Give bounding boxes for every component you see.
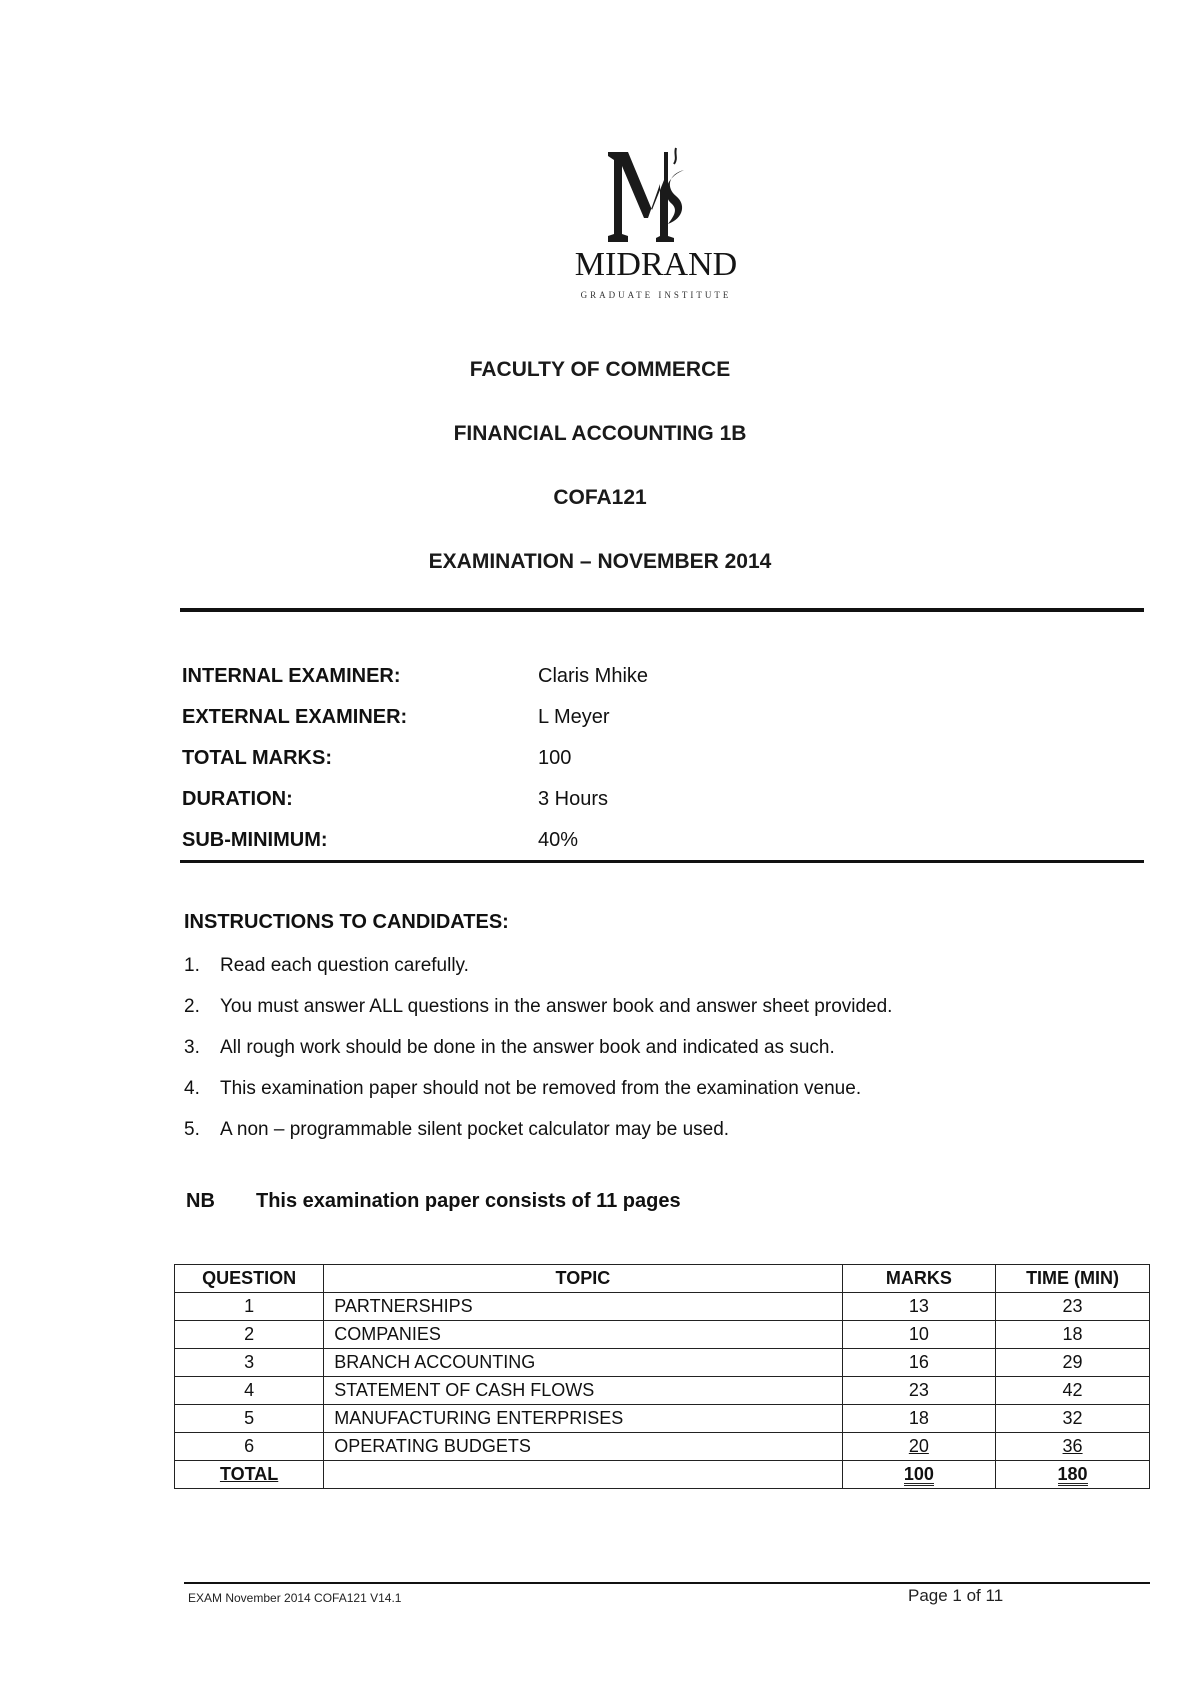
total-time	[996, 1461, 1150, 1489]
topic-name: OPERATING BUDGETS	[324, 1433, 842, 1461]
time-value: 32	[996, 1405, 1150, 1433]
detail-value: 3 Hours	[538, 788, 609, 810]
question-number: 4	[175, 1377, 324, 1405]
course-title: FINANCIAL ACCOUNTING 1B	[453, 422, 747, 445]
marks-value: 23	[842, 1377, 996, 1405]
footer-divider	[184, 1582, 1150, 1584]
logo-wordmark: MIDRAND	[574, 246, 738, 283]
instructions-heading: INSTRUCTIONS TO CANDIDATES:	[184, 911, 509, 933]
topic-name: STATEMENT OF CASH FLOWS	[324, 1377, 842, 1405]
nb-text: This examination paper consists of 11 pages	[256, 1190, 681, 1212]
institute-logo	[556, 140, 756, 310]
detail-value: 100	[538, 747, 572, 769]
time-value	[996, 1433, 1150, 1461]
header-topic: TOPIC	[324, 1265, 842, 1293]
question-number: 3	[175, 1349, 324, 1377]
marks-value: 18	[842, 1405, 996, 1433]
instructions-section	[184, 906, 1124, 1155]
instruction-text: All rough work should be done in the answer book and indicated as such.	[220, 1037, 835, 1058]
header-marks: MARKS	[842, 1265, 996, 1293]
details-divider	[180, 860, 1144, 863]
detail-row-external-examiner	[182, 697, 1082, 738]
detail-row-internal-examiner	[182, 656, 1082, 697]
question-topics-table	[174, 1264, 1150, 1489]
topic-name: MANUFACTURING ENTERPRISES	[324, 1405, 842, 1433]
instruction-item	[184, 1073, 1124, 1114]
time-value: 23	[996, 1293, 1150, 1321]
footer-document-id: EXAM November 2014 COFA121 V14.1	[188, 1591, 402, 1605]
marks-value: 16	[842, 1349, 996, 1377]
detail-row-total-marks	[182, 738, 1082, 779]
page-count-note	[186, 1190, 681, 1213]
question-number: 6	[175, 1433, 324, 1461]
detail-label: EXTERNAL EXAMINER:	[182, 706, 408, 728]
marks-value: 10	[842, 1321, 996, 1349]
table-row	[175, 1349, 1150, 1377]
total-marks-text: 100	[903, 1463, 934, 1484]
question-number: 5	[175, 1405, 324, 1433]
time-value: 29	[996, 1349, 1150, 1377]
course-code: COFA121	[553, 486, 647, 509]
marks-value-text: 20	[908, 1436, 929, 1456]
instruction-text: A non – programmable silent pocket calculator may be used.	[220, 1119, 730, 1140]
exam-title: EXAMINATION – NOVEMBER 2014	[428, 550, 772, 573]
detail-value: 40%	[538, 829, 579, 851]
topic-name: PARTNERSHIPS	[324, 1293, 842, 1321]
time-value: 42	[996, 1377, 1150, 1405]
table-row	[175, 1321, 1150, 1349]
table-header-row	[175, 1265, 1150, 1293]
header-time: TIME (MIN)	[996, 1265, 1150, 1293]
table-row	[175, 1405, 1150, 1433]
detail-row-sub-minimum	[182, 820, 1082, 861]
midrand-monogram-icon	[604, 140, 694, 245]
table-row	[175, 1377, 1150, 1405]
instruction-item	[184, 991, 1124, 1032]
table-row	[175, 1293, 1150, 1321]
detail-label: INTERNAL EXAMINER:	[182, 665, 401, 687]
detail-row-duration	[182, 779, 1082, 820]
total-marks	[842, 1461, 996, 1489]
header-question: QUESTION	[175, 1265, 324, 1293]
instruction-number: 4.	[184, 1078, 200, 1099]
instruction-item	[184, 1114, 1124, 1155]
instruction-number: 2.	[184, 996, 200, 1017]
total-topic	[324, 1461, 842, 1489]
detail-label: DURATION:	[182, 788, 293, 810]
instruction-number: 3.	[184, 1037, 200, 1058]
instruction-text: This examination paper should not be removed from the examination venue.	[220, 1078, 862, 1099]
detail-label: TOTAL MARKS:	[182, 747, 332, 769]
exam-details	[182, 656, 1082, 861]
footer-page-number: Page 1 of 11	[908, 1586, 1004, 1605]
instruction-text: Read each question carefully.	[220, 955, 469, 976]
detail-label: SUB-MINIMUM:	[182, 829, 328, 851]
table-total-row	[175, 1461, 1150, 1489]
time-value-text: 36	[1062, 1436, 1083, 1456]
table-row	[175, 1433, 1150, 1461]
total-label: TOTAL	[175, 1461, 324, 1489]
logo-subtitle: GRADUATE INSTITUTE	[580, 290, 732, 300]
marks-value: 13	[842, 1293, 996, 1321]
instruction-item	[184, 1032, 1124, 1073]
instruction-text: You must answer ALL questions in the answer book and answer sheet provided.	[220, 996, 893, 1017]
topic-name: BRANCH ACCOUNTING	[324, 1349, 842, 1377]
total-time-text: 180	[1057, 1463, 1088, 1484]
faculty-title: FACULTY OF COMMERCE	[469, 358, 731, 381]
time-value: 18	[996, 1321, 1150, 1349]
question-number: 2	[175, 1321, 324, 1349]
topic-name: COMPANIES	[324, 1321, 842, 1349]
instruction-number: 5.	[184, 1119, 200, 1140]
detail-value: Claris Mhike	[538, 665, 649, 687]
instruction-number: 1.	[184, 955, 200, 976]
top-divider	[180, 608, 1144, 612]
nb-label: NB	[186, 1190, 215, 1212]
question-number: 1	[175, 1293, 324, 1321]
marks-value	[842, 1433, 996, 1461]
detail-value: L Meyer	[538, 706, 610, 728]
instruction-item	[184, 950, 1124, 991]
